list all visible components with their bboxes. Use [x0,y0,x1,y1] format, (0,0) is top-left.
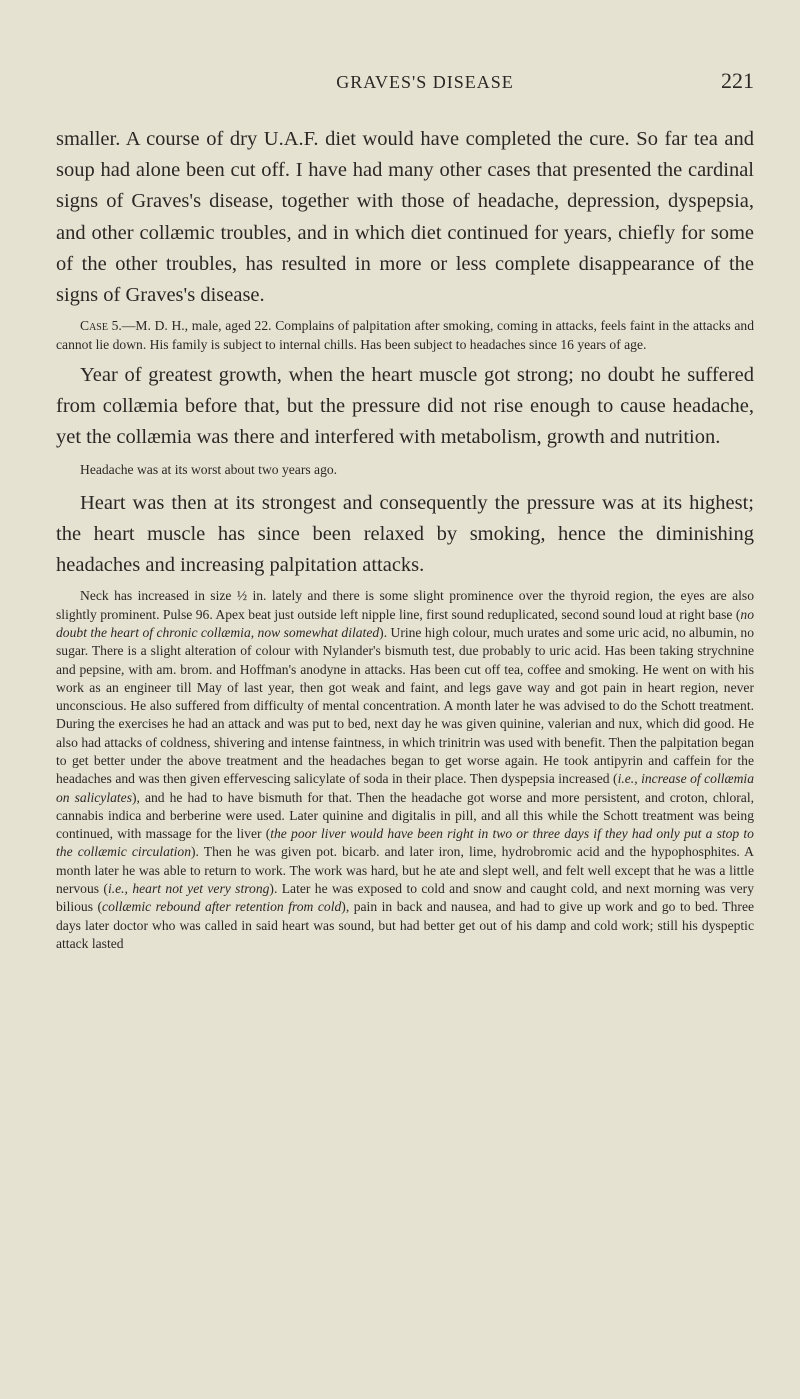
commentary-heart: Heart was then at its strongest and consequently the pressure was at its highest; the heart muscle has since been relaxed by smoking, hence the diminishing headaches and increasing palpitation attacks. [56,491,754,577]
body-text [56,124,754,953]
case-note-headache: Headache was at its worst about two years ago. [80,462,338,478]
case-comment: i.e., increase of collæmia on salicylates [56,771,754,805]
case-text: ). Later he was exposed to cold and snow and caught cold, and next morning was very bilious ( [56,881,755,915]
case-text: ). Then he was given pot. bicarb. and later iron, lime, hydrobromic acid and the hypophosphites. A month later he was able to return to work. The work was hard, but he ate and slept well, and felt well except that he was a little nervous ( [56,844,754,897]
case-intro-text: —M. D. H., male, aged 22. Complains of palpitation after smoking, coming in attacks, feels faint in the attacks and cannot lie down. His family is subject to internal chills. Has been subject to headaches since 16 years of age. [56,318,754,352]
case-text: ), and he had to have bismuth for that. Then the headache got worse and more persistent, and croton, chloral, cannabis indica and berberine were used. Later quinine and digitalis in pill, and all this while the Schott treatment was being continued, with massage for the liver ( [56,789,755,842]
case-text: ). Urine high colour, much urates and some uric acid, no albumin, no sugar. There is a slight alteration of colour with Nylander's bismuth test, due probably to uric acid. Has been taking strychnine and pepsine, with am. brom. and Hoffman's anodyne in attacks. Has been cut off tea, coffee and smoking. He went on with his work as an engineer till May of last year, then got weak and faint, and legs gave way and got pain in heart region, never unconscious. He also suffered from difficulty of mental concentration. A month later he was advised to do the Schott treatment. During the exercises he had an attack and was put to bed, next day he was given quinine, valerian and nux, which did good. He also had attacks of coldness, shivering and intense faintness, in which trinitrin was used with benefit. Then the palpitation began to get better under the above treatment and the headaches began to get worse again. He took antipyrin and caffein for the headaches and was then given effervescing salicylate of soda in their place. Then dyspepsia increased ( [56,624,755,787]
running-title: GRAVES'S DISEASE [336,72,514,92]
page-number: 221 [721,68,754,93]
case-text: Neck has increased in size ½ in. lately and there is some slight prominence over the thyroid region, the eyes are also slightly prominent. Pulse 96. Apex beat just outside left nipple line, first sound reduplicated, second sound loud at right base ( [56,588,754,622]
case-comment: i.e., heart not yet very strong [107,881,270,897]
paragraph-continuation: smaller. A course of dry U.A.F. diet would have completed the cure. So far tea and soup had alone been cut off. I have had many other cases that presented the cardinal signs of Graves's disease, together with those of headache, depression, dyspepsia, and other collæmic troubles, and in which diet continued for years, chiefly for some of the other troubles, has resulted in more or less complete disappearance of the signs of Graves's disease. [56,128,754,307]
case-5-intro [56,317,754,354]
case-history-details [56,587,754,953]
case-comment: the poor liver would have been right in two or three days if they had only put a stop to the collæmic circulation [56,826,754,860]
case-label: Case 5. [80,318,122,334]
case-comment: collæmic rebound after retention from cold [102,899,342,915]
running-head [56,68,754,102]
case-comment: no doubt the heart of chronic collæmia, now somewhat dilated [56,606,754,640]
commentary-growth: Year of greatest growth, when the heart muscle got strong; no doubt he suffered from collæmia before that, but the pressure did not rise enough to cause headache, yet the collæmia was there and interfered with metabolism, growth and nutrition. [56,363,754,449]
case-text: ), pain in back and nausea, and had to give up work and go to bed. Three days later doctor who was called in said heart was sound, but had better get out of his damp and cold work; still his dyspeptic attack lasted [56,899,755,951]
